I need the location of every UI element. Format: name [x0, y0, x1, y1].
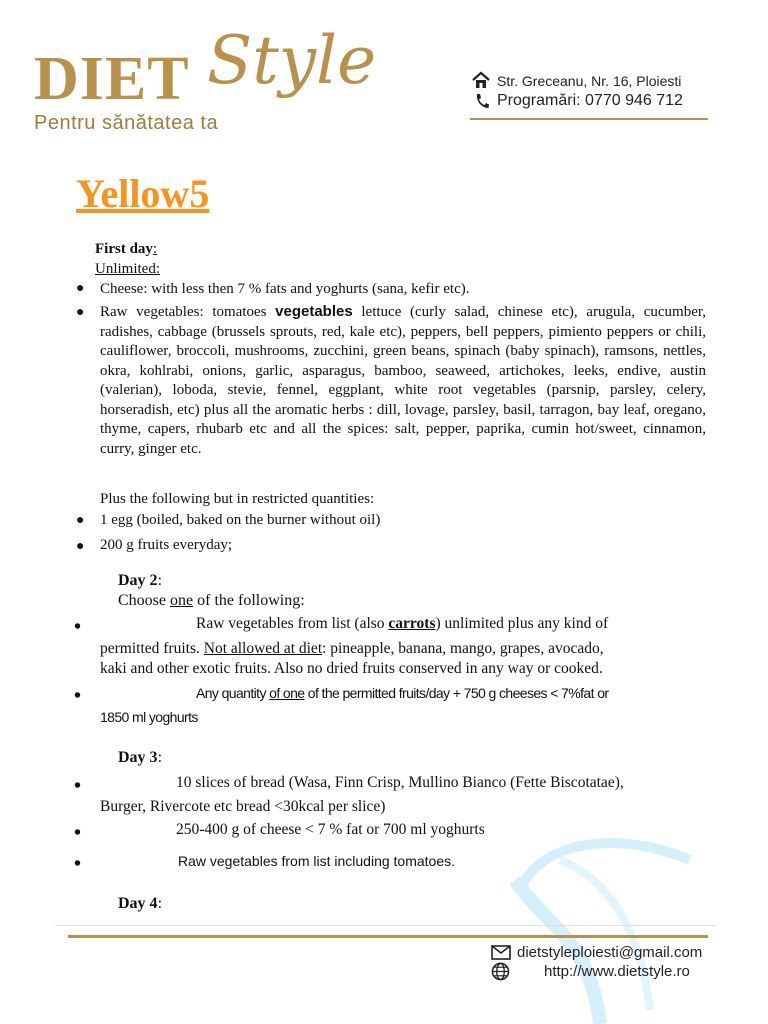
phone-icon	[474, 92, 490, 115]
home-icon	[471, 71, 491, 94]
footer-website[interactable]: http://www.dietstyle.ro	[544, 963, 690, 980]
raw-vegetables-bold: vegetables	[275, 303, 353, 320]
option1-line2-post: : pineapple, banana, mango, grapes, avocado,	[322, 640, 604, 657]
phone-text: Programări: 0770 946 712	[497, 92, 683, 109]
globe-icon	[491, 962, 510, 986]
day4-heading	[118, 894, 162, 914]
footer-email[interactable]: dietstyleploiesti@gmail.com	[517, 944, 703, 961]
bullet-icon: •	[74, 616, 82, 638]
day2-option1-line3: kaki and other exotic fruits. Also no dried fruits conserved in any way or cooked.	[100, 660, 603, 677]
choose-post: of the following:	[193, 592, 305, 609]
bullet-icon: ●	[76, 305, 85, 320]
footer-divider	[68, 935, 708, 938]
option2-post: of the permitted fruits/day + 750 g cheeses < 7%fat or	[304, 685, 609, 701]
day2-choose	[118, 591, 305, 611]
choose-underlined: one	[170, 592, 194, 609]
option1-bold: carrots	[388, 615, 436, 632]
option2-underlined: of one	[269, 685, 305, 701]
page-title: Yellow5	[76, 171, 210, 216]
raw-vegetables-post: lettuce (curly salad, chinese etc), arugula, cucumber, radishes, cabbage (brussels sprouts, red, kale etc), peppers, bell peppers, pimiento peppers or chili, cauliflower, broccoli, mushrooms, zucchini, green beans, spinach (baby spinach), ramsons, nettles, okra, kohlrabi, onions, garlic, asparagus, bamboo, seaweed, artichokes, leeks, endive, austin (valerian), loboda, stevie, fennel, eggplant, white root vegetables (parsnip, parsley, celery, horseradish, etc) plus all the aromatic herbs : dill, lovage, parsley, basil, tarragon, bay leaf, oregano, thyme, capers, rhubarb etc and all the spices: salt, pepper, paprika, cumin hot/sweet, cinnamon, curry, ginger etc.	[100, 304, 706, 457]
option1-pre: Raw vegetables from list (also	[196, 615, 389, 632]
bullet-icon: •	[74, 685, 82, 707]
day3-heading-colon: :	[157, 749, 163, 766]
unlimited-label	[95, 260, 160, 280]
fruits-item: 200 g fruits everyday;	[100, 537, 233, 553]
address-text: Str. Greceanu, Nr. 16, Ploiesti	[497, 73, 682, 89]
day2-heading-colon: :	[157, 572, 163, 589]
day2-option2-line2: 1850 ml yoghurts	[100, 709, 198, 725]
day2-heading	[118, 571, 162, 591]
egg-item: 1 egg (boiled, baked on the burner without oil)	[100, 512, 381, 528]
day1-heading-label: First day	[95, 241, 153, 257]
day2-heading-label: Day 2	[118, 572, 158, 589]
day3-item1-line2: Burger, Rivercote etc bread <30kcal per slice)	[100, 798, 386, 815]
day3-item2: 250-400 g of cheese < 7 % fat or 700 ml yoghurts	[176, 821, 485, 838]
unlimited-text: Unlimited:	[95, 261, 160, 277]
option2-pre: Any quantity	[196, 685, 270, 701]
option1-line2-pre: permitted fruits.	[100, 640, 204, 657]
bullet-icon: •	[74, 775, 82, 797]
plus-restricted-text: Plus the following but in restricted quantities:	[100, 491, 375, 507]
day3-heading-label: Day 3	[118, 749, 158, 766]
choose-pre: Choose	[118, 592, 170, 609]
day2-option1-line2	[100, 639, 604, 659]
day2-option2-line1	[196, 684, 608, 704]
day3-item3: Raw vegetables from list including tomatoes.	[178, 853, 456, 869]
raw-vegetables-pre: Raw vegetables: tomatoes	[100, 304, 276, 320]
option1-line2-underlined: Not allowed at diet	[203, 640, 323, 657]
day4-heading-label: Day 4	[118, 895, 158, 912]
bullet-icon: •	[74, 822, 82, 844]
day3-item1-line1: 10 slices of bread (Wasa, Finn Crisp, Mullino Bianco (Fette Biscotatae),	[176, 774, 624, 791]
bullet-icon: ●	[76, 281, 85, 296]
raw-vegetables-item	[100, 302, 706, 459]
logo-style-text: Style	[207, 22, 377, 99]
logo-tagline: Pentru sănătatea ta	[34, 112, 219, 134]
bullet-icon: •	[74, 853, 82, 875]
header-divider	[470, 118, 708, 120]
logo-diet-text: DIET	[34, 45, 190, 113]
bullet-icon: ●	[76, 539, 85, 554]
day3-heading	[118, 748, 162, 768]
day1-heading-colon: :	[152, 241, 158, 257]
day1-heading	[95, 240, 157, 260]
day4-heading-colon: :	[157, 895, 163, 912]
option1-post: ) unlimited plus any kind of	[435, 615, 609, 632]
day2-option1-line1	[196, 614, 608, 634]
cheese-item: Cheese: with less then 7 % fats and yoghurts (sana, kefir etc).	[100, 281, 470, 297]
bullet-icon: ●	[76, 513, 85, 528]
